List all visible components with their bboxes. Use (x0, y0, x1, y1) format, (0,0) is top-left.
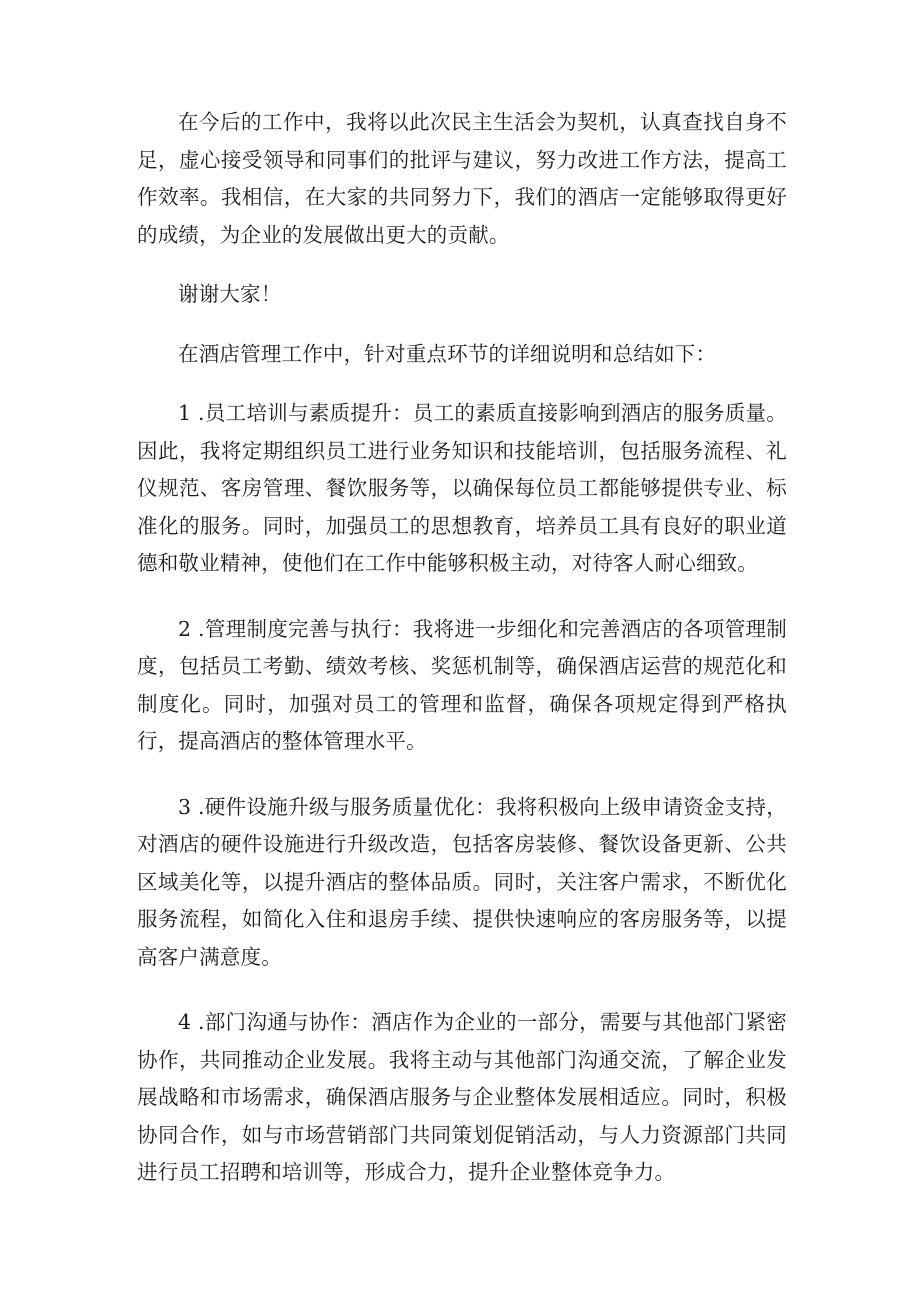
paragraph-item-2-management: 2 .管理制度完善与执行：我将进一步细化和完善酒店的各项管理制度，包括员工考勤、绩效考核、奖惩机制等，确保酒店运营的规范化和制度化。同时，加强对员工的管理和监督，确保各项规定得到严格执行，提高酒店的整体管理水平。 (137, 616, 787, 753)
paragraph-item-3-facilities: 3 .硬件设施升级与服务质量优化：我将积极向上级申请资金支持，对酒店的硬件设施进行升级改造，包括客房装修、餐饮设备更新、公共区域美化等，以提升酒店的整体品质。同时，关注客户需求，不断优化服务流程，如简化入住和退房手续、提供快速响应的客房服务等，以提高客户满意度。 (137, 794, 787, 969)
paragraph-item-4-coordination: 4 .部门沟通与协作：酒店作为企业的一部分，需要与其他部门紧密协作，共同推动企业发展。我将主动与其他部门沟通交流，了解企业发展战略和市场需求，确保酒店服务与企业整体发展相适应。同时，积极协同合作，如与市场营销部门共同策划促销活动，与人力资源部门共同进行员工招聘和培训等，形成合力，提升企业整体竞争力。 (137, 1010, 787, 1184)
paragraph-item-1-training: 1 .员工培训与素质提升：员工的素质直接影响到酒店的服务质量。因此，我将定期组织员工进行业务知识和技能培训，包括服务流程、礼仪规范、客房管理、餐饮服务等，以确保每位员工都能够提供专业、标准化的服务。同时，加强员工的思想教育，培养员工具有良好的职业道德和敬业精神，使他们在工作中能够积极主动，对待客人耐心细致。 (137, 401, 787, 575)
paragraph-summary-intro: 在酒店管理工作中，针对重点环节的详细说明和总结如下： (178, 341, 717, 366)
paragraph-closing-commitment: 在今后的工作中，我将以此次民主生活会为契机，认真查找自身不足，虚心接受领导和同事们的批评与建议，努力改进工作方法，提高工作效率。我相信，在大家的共同努力下，我们的酒店一定能够取得更好的成绩，为企业的发展做出更大的贡献。 (137, 110, 787, 247)
document-body (137, 104, 787, 1192)
paragraph-thanks: 谢谢大家！ (178, 282, 282, 306)
